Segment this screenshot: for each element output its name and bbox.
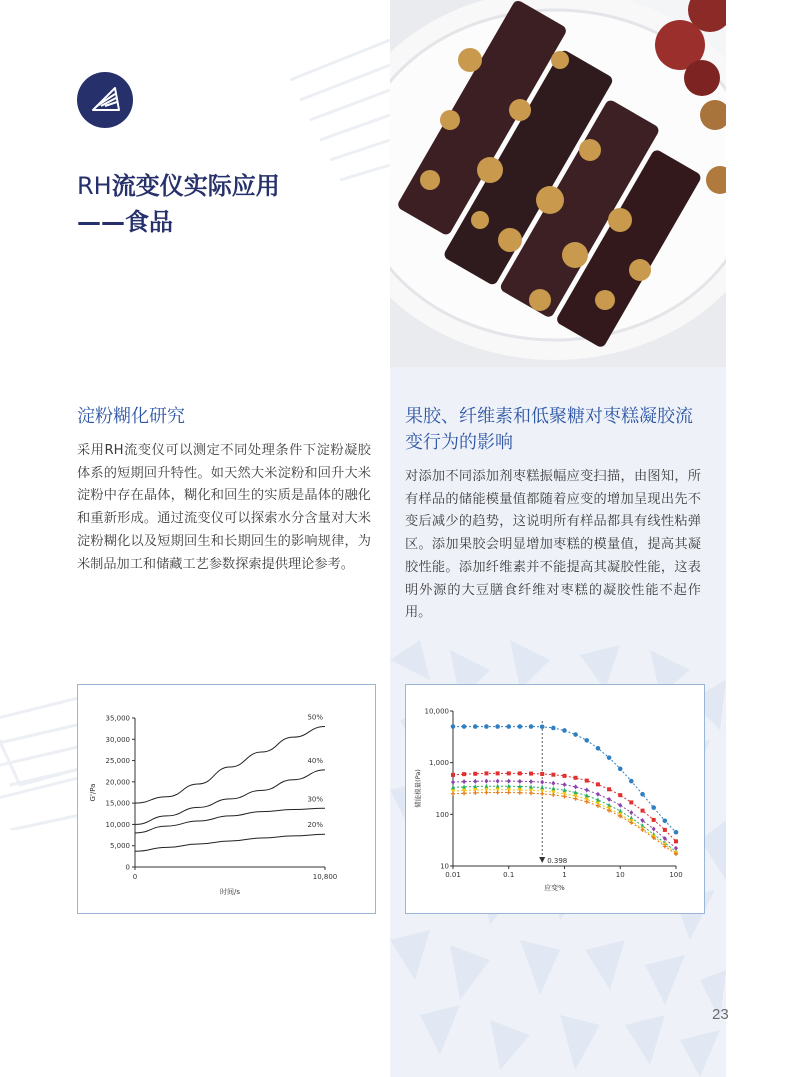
x-axis-label: 应变% <box>544 884 565 892</box>
data-point <box>540 792 544 796</box>
data-point <box>618 803 622 808</box>
data-point <box>484 790 488 794</box>
data-point <box>540 785 544 790</box>
data-point <box>574 797 578 801</box>
data-point <box>484 724 489 729</box>
data-point <box>495 724 500 729</box>
data-point <box>618 767 623 772</box>
data-point <box>540 772 544 776</box>
data-point <box>585 788 589 793</box>
series-label: 50% <box>307 713 323 722</box>
y-tick-label: 15,000 <box>105 799 130 808</box>
data-point <box>462 779 466 784</box>
data-point <box>518 779 522 784</box>
data-point <box>551 773 555 777</box>
y-tick-label: 10,000 <box>424 707 449 716</box>
data-point <box>529 791 533 795</box>
y-tick-label: 10,000 <box>105 820 130 829</box>
x-tick-label: 100 <box>669 871 683 879</box>
series-label: 20% <box>307 821 323 830</box>
data-point <box>540 780 544 785</box>
y-tick-label: 10 <box>440 862 449 871</box>
data-point <box>596 746 601 751</box>
data-point <box>652 818 656 822</box>
sandwich-icon <box>77 72 133 128</box>
data-point <box>607 787 611 791</box>
data-point <box>618 793 622 797</box>
data-point <box>663 844 667 848</box>
section-body-starch: 采用RH流变仪可以测定不同处理条件下淀粉凝胶体系的短期回升特性。如天然大米淀粉和回升大米淀粉中存在晶体，糊化和回生的实质是晶体的融化和重新形成。通过流变仪可以探索水分含量对大米淀粉糊化以及短期回生和长期回生的影响规律，为米制品加工和储藏工艺参数探索提供理论参考。 <box>77 443 371 572</box>
data-point <box>551 781 555 786</box>
data-point <box>518 791 522 795</box>
data-point <box>562 728 567 733</box>
date-cake-image <box>390 0 726 367</box>
data-point <box>473 772 477 776</box>
data-point <box>473 724 478 729</box>
data-point <box>641 828 645 832</box>
title-prefix: RH <box>77 172 112 200</box>
storage-modulus-time-chart <box>78 685 375 913</box>
data-point <box>596 792 600 797</box>
data-point <box>574 776 578 780</box>
data-point <box>574 784 578 789</box>
page-title <box>77 168 377 240</box>
food-photo <box>390 0 726 367</box>
y-axis-label: G'/Pa <box>89 783 97 802</box>
data-point <box>596 782 600 786</box>
data-point <box>674 839 678 843</box>
y-tick-label: 0 <box>125 863 130 872</box>
data-point <box>529 779 533 784</box>
data-point <box>551 793 555 797</box>
chart-panel-strain-sweep <box>405 684 705 914</box>
data-point <box>663 818 668 823</box>
data-point <box>651 805 656 810</box>
data-point <box>451 724 456 729</box>
data-point <box>563 794 567 798</box>
data-point <box>496 779 500 784</box>
section-heading-date-cake: 果胶、纤维素和低聚糖对枣糕凝胶流变行为的影响 <box>405 406 693 453</box>
series-line-20pct <box>135 834 325 851</box>
data-point <box>518 724 523 729</box>
data-point <box>607 755 612 760</box>
x-tick-label: 1 <box>562 871 567 879</box>
data-point <box>507 771 511 775</box>
series-line-30pct <box>135 808 325 833</box>
data-point <box>529 772 533 776</box>
data-point <box>640 792 645 797</box>
page-number: 23 <box>712 1006 729 1023</box>
data-point <box>584 738 589 743</box>
data-point <box>462 724 467 729</box>
data-point <box>563 788 567 793</box>
data-point <box>629 810 633 815</box>
y-tick-label: 100 <box>435 810 449 819</box>
data-point <box>674 830 679 835</box>
section-heading-starch: 淀粉糊化研究 <box>77 406 185 427</box>
x-tick-label: 10 <box>615 871 625 879</box>
x-tick-label: 10,800 <box>312 873 338 881</box>
data-point <box>507 779 511 784</box>
y-tick-label: 5,000 <box>109 842 130 851</box>
y-axis-label: 储能模量(Pa) <box>414 769 422 808</box>
data-point <box>641 818 645 823</box>
data-point <box>496 790 500 794</box>
data-point <box>551 726 556 731</box>
data-point <box>506 724 511 729</box>
data-point <box>563 774 567 778</box>
annotation-label: 0.398 <box>547 857 568 865</box>
annotation-arrow <box>539 857 545 863</box>
y-tick-label: 1,000 <box>428 759 449 768</box>
data-point <box>496 771 500 775</box>
x-tick-label: 0.1 <box>503 871 515 879</box>
data-point <box>607 797 611 802</box>
data-point <box>496 784 500 789</box>
y-tick-label: 35,000 <box>105 714 130 723</box>
series-label: 30% <box>307 795 323 804</box>
data-point <box>641 809 645 813</box>
data-point <box>473 779 477 784</box>
x-tick-label: 0 <box>132 873 138 881</box>
series-line-6 <box>453 793 676 855</box>
data-point <box>585 800 589 804</box>
x-tick-label: 0.01 <box>445 871 461 879</box>
data-point <box>629 779 634 784</box>
strain-sweep-chart <box>406 685 704 913</box>
data-point <box>462 772 466 776</box>
data-point <box>451 792 455 796</box>
data-point <box>507 790 511 794</box>
data-point <box>618 809 622 814</box>
data-point <box>652 827 656 832</box>
data-point <box>451 773 455 777</box>
data-point <box>585 779 589 783</box>
sandwich-logo-badge <box>77 72 133 128</box>
x-axis-label: 时间/s <box>219 888 241 896</box>
data-point <box>484 779 488 784</box>
data-point <box>484 771 488 775</box>
data-point <box>563 782 567 787</box>
title-line-1: 流变仪实际应用 <box>111 172 280 200</box>
y-tick-label: 25,000 <box>105 757 130 766</box>
data-point <box>540 724 545 729</box>
data-point <box>629 800 633 804</box>
data-point <box>573 732 578 737</box>
series-line-50pct <box>135 727 325 804</box>
y-tick-label: 30,000 <box>105 735 130 744</box>
data-point <box>529 724 534 729</box>
data-point <box>451 780 455 785</box>
y-tick-label: 20,000 <box>105 778 130 787</box>
title-line-2: ——食品 <box>77 208 173 236</box>
data-point <box>462 791 466 795</box>
data-point <box>473 791 477 795</box>
chart-panel-starch <box>77 684 376 914</box>
data-point <box>663 828 667 832</box>
data-point <box>518 771 522 775</box>
section-body-date-cake: 对添加不同添加剂枣糕振幅应变扫描，由图知，所有样品的储能模量值都随着应变的增加呈现出先不变后减少的趋势，这说明所有样品都具有线性粘弹区。添加果胶会明显增加枣糕的模量值，提高其凝胶性能。添加纤维素并不能提高其凝胶性能，这表明外源的大豆膳食纤维对枣糕的凝胶性能不起作用。 <box>405 469 701 621</box>
series-label: 40% <box>307 756 323 765</box>
